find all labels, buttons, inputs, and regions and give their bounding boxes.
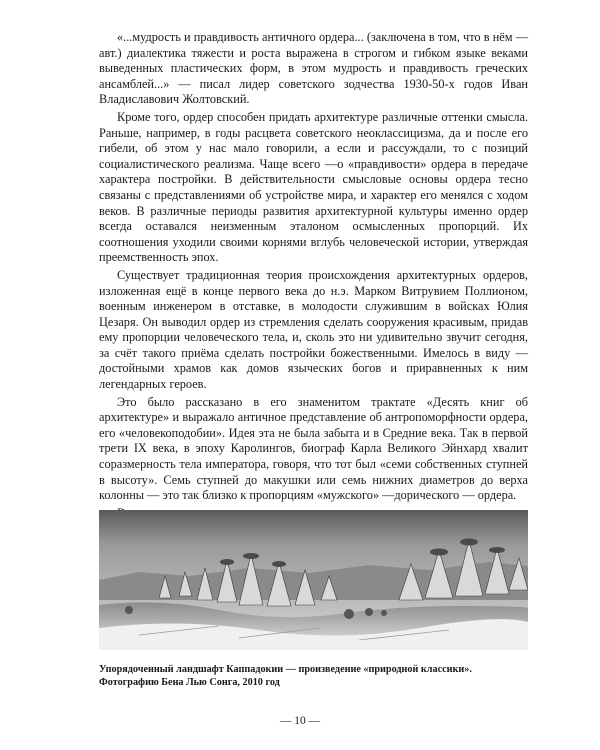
- paragraph-4: Это было рассказано в его знаменитом трактате «Десять книг об архитектуре» и выражало античное представление об антропоморфности ордера, его «человекоподобии». Идея эта не была забыта и в Средние века. Так в первой трети IX века, в эпоху Каролингов, биограф Карла Великого Эйнхард хвалит соразмерность тела императора, говоря, что тот был «семи собственных ступней в высоту». Семь ступней до макушки или семь нижних диаметров до верха колонны — это так близко к пропорциям «мужского» —дорического — ордера.: [99, 394, 528, 503]
- body-text: [99, 30, 528, 555]
- photo-caption: Упорядоченный ландшафт Каппадокии — произведение «природной классики». Фотографию Бена Лью Сонга, 2010 год: [99, 664, 472, 688]
- cappadocia-photo: [99, 510, 528, 650]
- page-number: — 10 —: [279, 715, 321, 727]
- landscape-illustration: [99, 510, 528, 650]
- paragraph-3: Существует традиционная теория происхождения архитектурных ордеров, изложенная ещё в конце первого века до н.э. Марком Витрувием Поллионом, военным инженером в отставке, в молодости служившим в войсках Юлия Цезаря. Он выводил ордер из стремления сделать сооружения красивым, придав ему пропорции человеческого тела, и, сколь это ни удивительно звучит сегодня, за счёт такого приёма сделать постройки божественными. Имелось в виду — достойными храмов как домов языческих богов и приравненных к ним легендарных героев.: [99, 267, 528, 392]
- paragraph-2: Кроме того, ордер способен придать архитектуре различные оттенки смысла. Раньше, например, в годы расцвета советского неоклассицизма, да и после его гибели, об этом у нас мало говорили, а если и рассуждали, то с позиций социалистического реализма. Чаще всего —о «правдивости» ордера в передаче характера постройки. В действительности смысловые основы ордера тесно связаны с представлениями об устройстве мира, и характер его менялся с ходом веков. В различные периоды развития архитектурной культуры именно ордер всегда оставался неизменным эталоном осмысленных пропорций. Их соотношения уходили своими корнями вглубь человеческой истории, утверждая преемственность эпох.: [99, 109, 528, 265]
- paragraph-1: «...мудрость и правдивость античного ордера... (заключена в том, что в нём — авт.) диалектика тяжести и роста выражена в строгом и гибком языке веками выведенных пластических форм, в этом мудрость и правдивость греческих ансамблей...» — писал лидер советского зодчества 1930-50-х годов Иван Владиславович Жолтовский.: [99, 30, 528, 107]
